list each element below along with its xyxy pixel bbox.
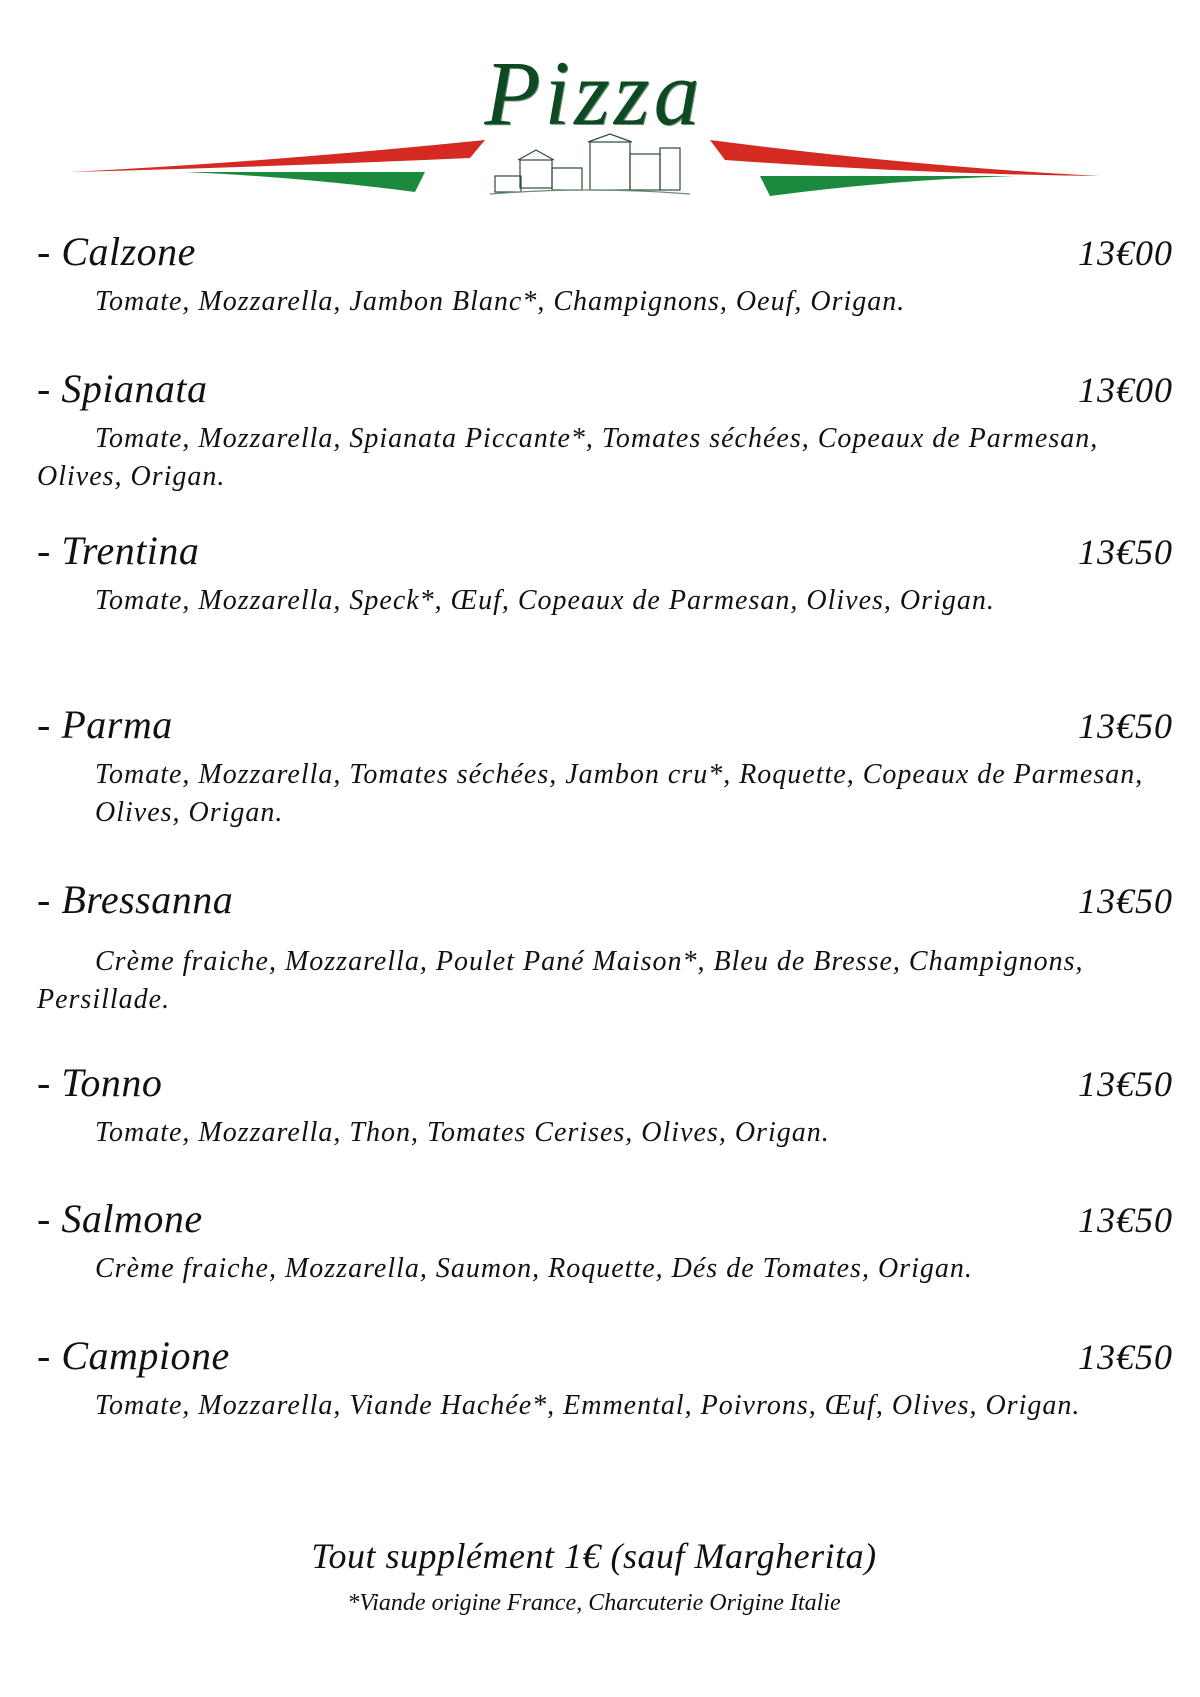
- italian-flag-village-banner: [70, 132, 1130, 204]
- menu-item-tonno: [37, 1059, 1173, 1152]
- item-description: Crème fraiche, Mozzarella, Poulet Pané Maison*, Bleu de Bresse, Champignons, Persillade.: [37, 946, 1084, 1015]
- item-name: - Spianata: [37, 366, 208, 411]
- item-price: 13€00: [1078, 233, 1173, 273]
- red-swoosh-left: [70, 140, 485, 172]
- item-description: Tomate, Mozzarella, Speck*, Œuf, Copeaux de Parmesan, Olives, Origan.: [95, 585, 995, 616]
- item-price: 13€50: [1078, 532, 1173, 572]
- item-price: 13€50: [1078, 706, 1173, 746]
- menu-item-parma: [37, 701, 1173, 832]
- item-price: 13€50: [1078, 1337, 1173, 1377]
- menu-item-bressanna: [37, 876, 1173, 1019]
- item-name: - Trentina: [37, 528, 200, 573]
- item-description: Tomate, Mozzarella, Thon, Tomates Cerises, Olives, Origan.: [95, 1117, 830, 1148]
- page-title: Pizza: [484, 42, 704, 144]
- village-drawing: [490, 134, 690, 194]
- item-name: - Salmone: [37, 1196, 203, 1241]
- item-description: Tomate, Mozzarella, Spianata Piccante*, Tomates séchées, Copeaux de Parmesan, Olives, Origan.: [37, 423, 1099, 492]
- item-price: 13€50: [1078, 1200, 1173, 1240]
- item-price: 13€00: [1078, 370, 1173, 410]
- item-description: Tomate, Mozzarella, Viande Hachée*, Emmental, Poivrons, Œuf, Olives, Origan.: [95, 1390, 1081, 1421]
- item-name: - Tonno: [37, 1060, 163, 1105]
- item-description: Crème fraiche, Mozzarella, Saumon, Roquette, Dés de Tomates, Origan.: [95, 1253, 973, 1284]
- supplement-note: Tout supplément 1€ (sauf Margherita): [311, 1536, 877, 1576]
- green-swoosh-right: [760, 176, 1015, 196]
- menu-item-calzone: [37, 228, 1173, 321]
- item-price: 13€50: [1078, 881, 1173, 921]
- green-swoosh-left: [185, 172, 425, 192]
- item-name: - Parma: [37, 702, 173, 747]
- item-name: - Bressanna: [37, 877, 234, 922]
- origin-footnote: *Viande origine France, Charcuterie Origine Italie: [347, 1590, 841, 1616]
- item-description: Tomate, Mozzarella, Jambon Blanc*, Champignons, Oeuf, Origan.: [95, 286, 906, 317]
- item-price: 13€50: [1078, 1064, 1173, 1104]
- item-name: - Calzone: [37, 229, 196, 274]
- menu-item-spianata: [37, 365, 1173, 496]
- item-name: - Campione: [37, 1333, 230, 1378]
- menu-item-trentina: [37, 527, 1173, 620]
- item-description: Tomate, Mozzarella, Tomates séchées, Jambon cru*, Roquette, Copeaux de Parmesan, Olives, Origan.: [95, 759, 1144, 828]
- menu-item-salmone: [37, 1195, 1173, 1288]
- menu-item-campione: [37, 1332, 1173, 1425]
- red-swoosh-right: [710, 140, 1100, 176]
